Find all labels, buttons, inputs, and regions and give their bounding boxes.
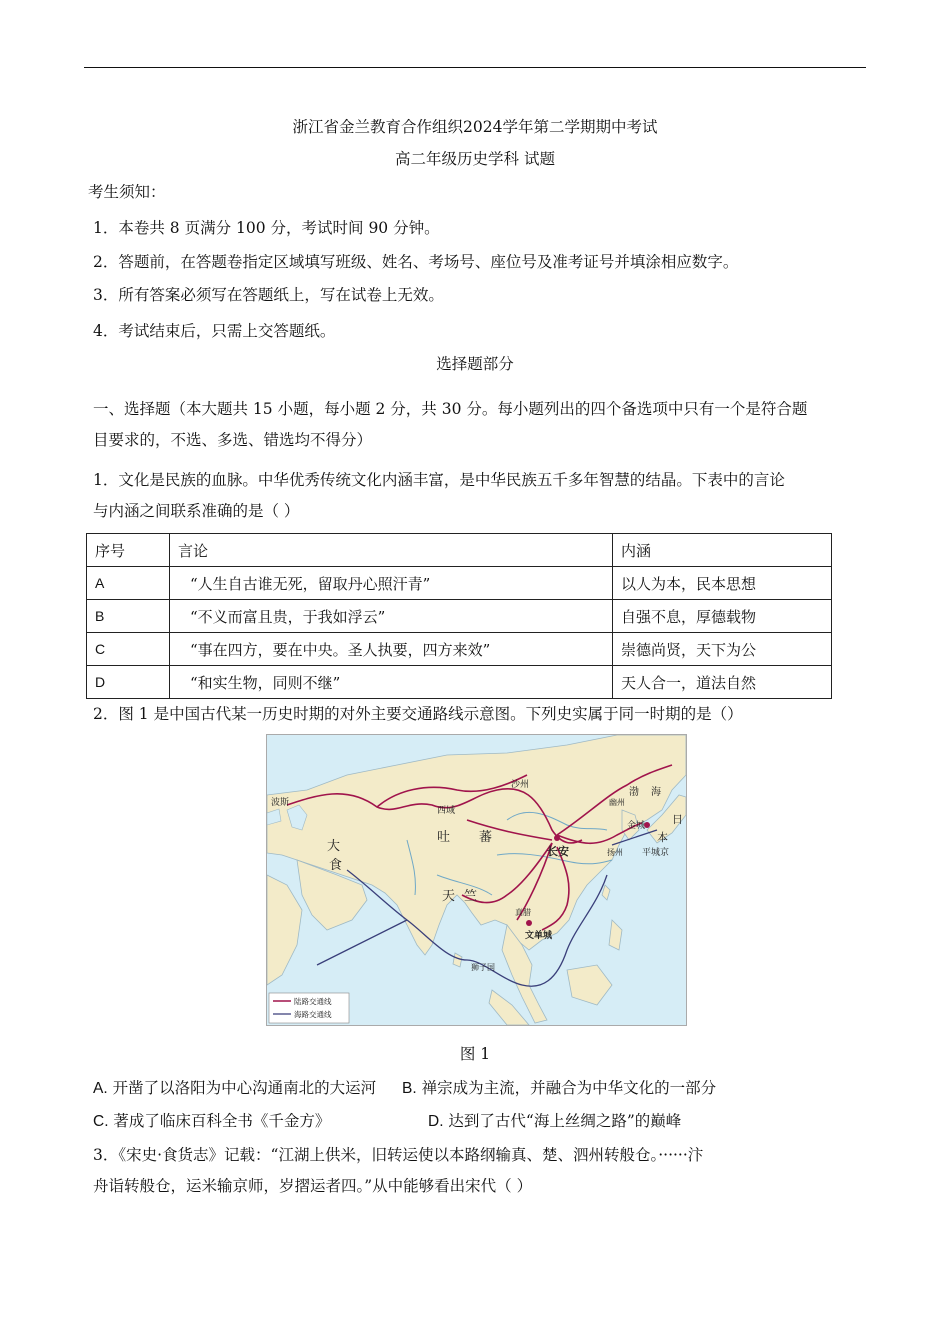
legend-sea-label: 海路交通线 [294,1010,332,1019]
q3-stem-line-1: 3．《宋史·食货志》记载：“江湖上供米，旧转运使以本路纲输真、楚、泗州转般仓。······汴 [93,1146,704,1164]
map-label-tianzhu-b: 竺 [464,889,478,904]
table-header-cell: 序号 [87,534,170,567]
table-row [87,666,832,699]
legend-land-label: 陆路交通线 [294,997,332,1006]
table-header-cell: 内涵 [613,534,832,567]
table-row [87,633,832,666]
option-text: 禅宗成为主流，并融合为中华文化的一部分 [416,1079,717,1097]
table-row [87,567,832,600]
map-svg [267,735,686,1025]
city-dot-wendan [526,920,532,926]
notice-item-1: 1．本卷共 8 页满分 100 分，考试时间 90 分钟。 [93,219,440,237]
map-label-tianzhu-a: 天 [442,889,456,904]
quote-text: “和实生物，同则不继” [190,673,341,692]
option-tag: B. [402,1080,417,1097]
q2-option-b[interactable] [402,1077,716,1100]
q1-stem-line-1: 1．文化是民族的血脉。中华优秀传统文化内涵丰富，是中华民族五千多年智慧的结晶。下表中的言论 [93,471,785,489]
q3-stem-line-2: 舟诣转般仓，运米输京师，岁摺运者四。”从中能够看出宋代（ ） [93,1177,533,1195]
table-cell-meaning: 天人合一，道法自然 [613,666,832,699]
q2-option-d[interactable] [428,1110,681,1133]
map-legend [269,993,349,1023]
city-dot-changan [554,835,560,841]
q1-stem-line-2: 与内涵之间联系准确的是（ ） [93,502,300,520]
map-label-tubo-a: 吐 [437,830,451,845]
instructions-line-2: 目要求的，不选、多选、错选均不得分） [93,431,373,449]
table-cell-letter: B [87,600,170,633]
map-label-riben: 日 [672,813,683,826]
option-text: 开凿了以洛阳为中心沟通南北的大运河 [107,1079,377,1097]
table-cell-letter: D [87,666,170,699]
map-label-youzhou: 幽州 [609,798,625,807]
table-cell-quote [170,666,613,699]
map-label-tubo-b: 蕃 [479,830,493,845]
map-label-jincheng: 金城 [627,821,646,831]
exam-title: 浙江省金兰教育合作组织2024学年第二学期期中考试 [292,118,658,136]
q2-option-c[interactable] [93,1110,330,1133]
option-tag: D. [428,1113,444,1130]
map-label-dashi-a: 大 [327,839,341,854]
table-cell-letter: A [87,567,170,600]
trade-route-map [266,734,687,1026]
quote-text: “人生自古谁无死，留取丹心照汗青” [190,574,431,593]
table-header-row [87,534,832,567]
map-label-shiziguo: 狮子国 [471,963,495,972]
instructions-line-1: 一、选择题（本大题共 15 小题，每小题 2 分，共 30 分。每小题列出的四个备选项中只有一个是符合题 [93,400,808,418]
table-cell-meaning: 自强不息，厚德载物 [613,600,832,633]
notice-item-2: 2．答题前，在答题卷指定区域填写班级、姓名、考场号、座位号及准考证号并填涂相应数字。 [93,253,739,271]
table-cell-quote [170,567,613,600]
map-label-bohai-a: 渤 [629,787,639,798]
table-cell-meaning: 崇德尚贤，天下为公 [613,633,832,666]
section-title: 选择题部分 [436,355,514,373]
map-label-xiyu: 西域 [437,806,456,816]
map-label-pingcheng: 平城京 [642,848,670,858]
map-label-yangzhou: 扬州 [607,848,623,857]
quote-text: “事在四方，要在中央。圣人执要，四方来效” [190,640,491,659]
map-label-ben: 本 [657,831,668,844]
quote-text: “不义而富且贵，于我如浮云” [190,607,386,626]
q2-stem: 2．图 1 是中国古代某一历史时期的对外主要交通路线示意图。下列史实属于同一时期的是（） [93,705,743,723]
map-label-dashi-b: 食 [329,858,343,873]
option-tag: A. [93,1080,108,1097]
table-cell-meaning: 以人为本，民本思想 [613,567,832,600]
map-label-shazhou: 沙州 [511,780,530,790]
table-cell-quote [170,633,613,666]
table-row [87,600,832,633]
table-header-cell: 言论 [170,534,613,567]
notice-item-3: 3．所有答案必须写在答题纸上，写在试卷上无效。 [93,286,444,304]
map-label-changan: 长安 [547,845,569,858]
table-cell-quote [170,600,613,633]
option-text: 著成了临床百科全书《千金方》 [108,1112,331,1130]
table-cell-letter: C [87,633,170,666]
figure-caption: 图 1 [459,1045,491,1063]
map-label-bohai-b: 海 [651,787,661,798]
q1-table [86,533,832,699]
notice-item-4: 4．考试结束后，只需上交答题纸。 [93,322,336,340]
option-text: 达到了古代“海上丝绸之路”的巅峰 [443,1112,682,1130]
notice-heading: 考生须知： [88,183,166,201]
exam-subtitle: 高二年级历史学科 试题 [395,150,555,168]
top-rule [84,67,866,68]
map-label-zhenla: 真腊 [515,908,531,917]
q2-option-a[interactable] [93,1077,376,1100]
option-tag: C. [93,1113,109,1130]
map-label-bosi: 波斯 [271,798,290,808]
map-label-wendan: 文单城 [525,931,553,941]
